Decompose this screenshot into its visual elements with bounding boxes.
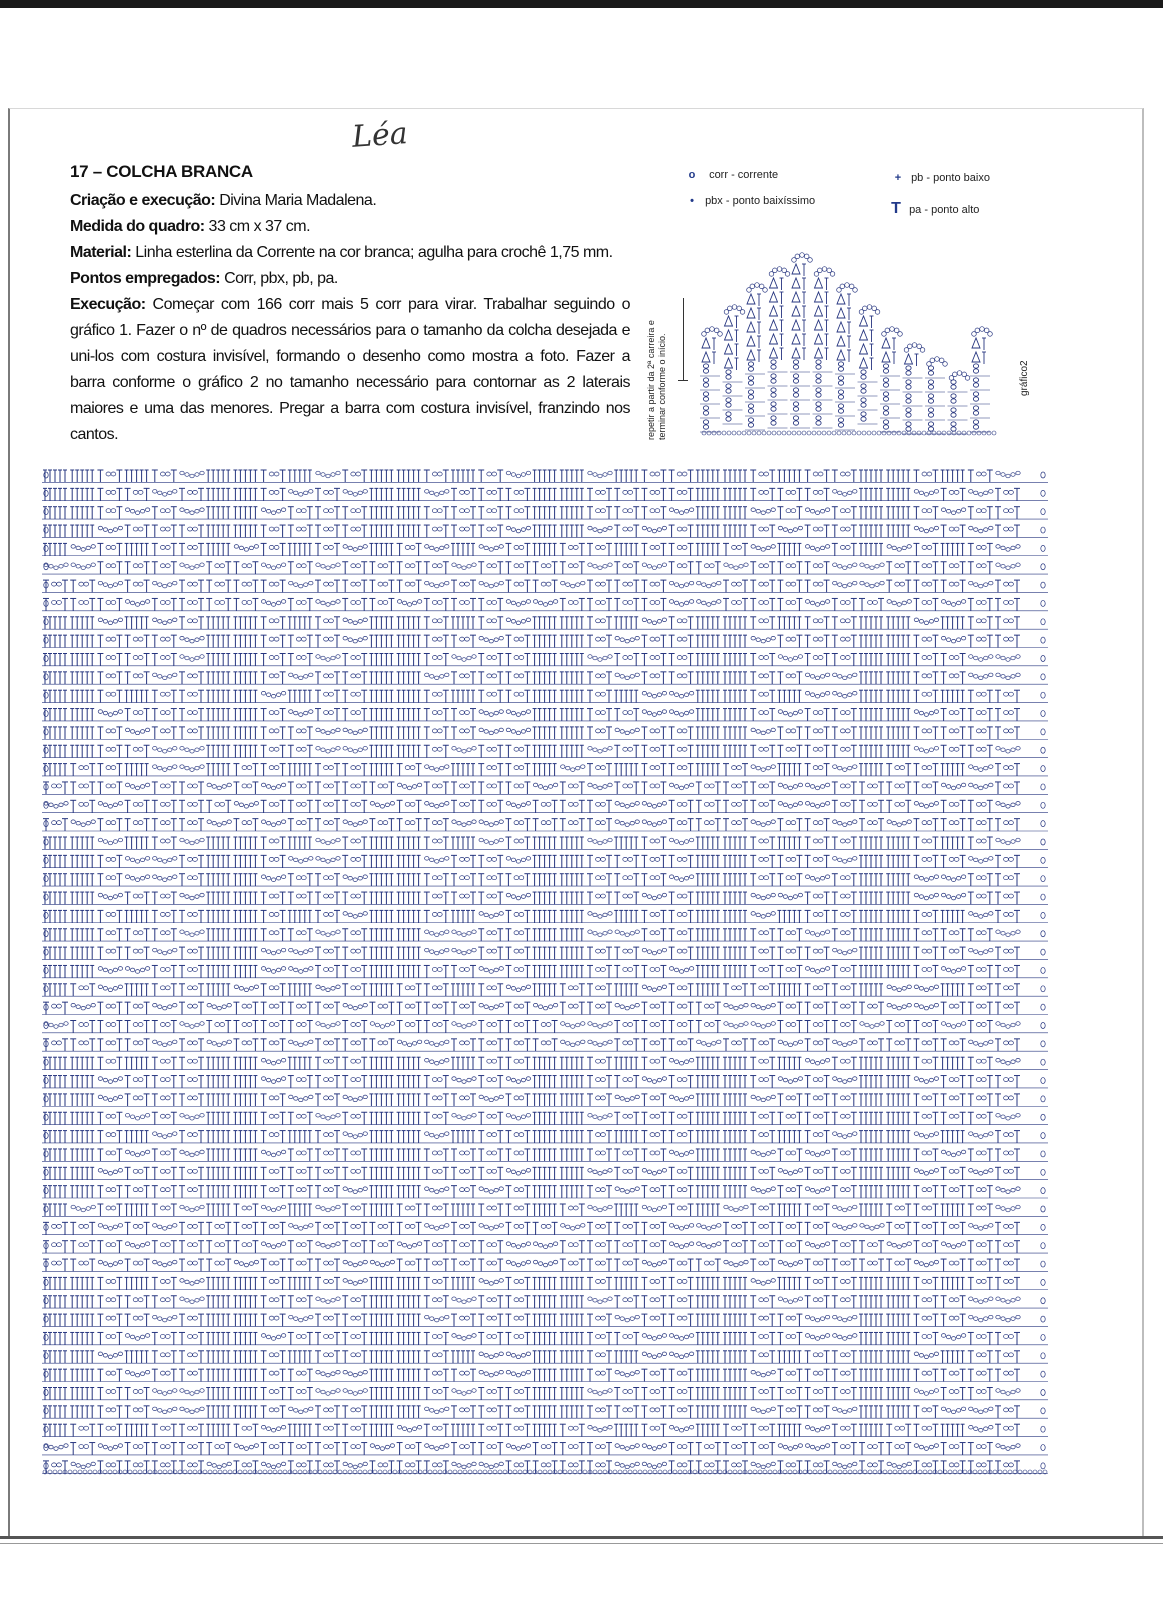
single-crochet-icon: + — [894, 172, 902, 184]
legend-item-pb: + pb - ponto baixo — [892, 172, 990, 184]
legend-item-pa: T pa - ponto alto — [891, 200, 980, 217]
field-stitches: Pontos empregados: Corr, pbx, pb, pa. — [70, 270, 338, 287]
crochet-chart-1-grid — [42, 466, 1048, 1476]
field-creator: Criação e execução: Divina Maria Madalena. — [70, 192, 377, 209]
bottom-border — [0, 1536, 1163, 1539]
field-execution: Execução: Começar com 166 corr mais 5 corr para virar. Trabalhar seguindo o gráfico 1. Fazer o nº de quadros necessários para o tamanho da colcha desejada e uni-los com costura invisível, formando o desenho como mostra a foto. Fazer a barra conforme o gráfico 2 no tamanho necessário para contornar as 2 laterais maiores e uma das menores. Pregar a barra com costura invisível, franzindo nos cantos. — [70, 296, 630, 443]
instructions-block — [70, 188, 630, 448]
repeat-bracket-tick — [678, 380, 688, 381]
top-border — [0, 0, 1163, 8]
chain-stitch-icon: o — [688, 169, 696, 181]
pattern-title: 17 – COLCHA BRANCA — [70, 162, 253, 181]
field-material: Material: Linha esterlina da Corrente na cor branca; agulha para crochê 1,75 mm. — [70, 244, 613, 261]
handwritten-signature: Léa — [350, 116, 409, 155]
repeat-bracket — [683, 298, 684, 380]
legend-item-pbx: • pbx - ponto baixíssimo — [686, 195, 815, 207]
bottom-border-secondary — [0, 1543, 1163, 1544]
repeat-note: repetir a partir da 2ª carreira e terminar conforme o início. — [646, 320, 667, 440]
crochet-chart-2-edging — [700, 228, 1000, 440]
legend-item-corr: o corr - corrente — [686, 169, 778, 181]
slip-stitch-icon: • — [690, 195, 694, 207]
field-size: Medida do quadro: 33 cm x 37 cm. — [70, 218, 311, 235]
chart-2-label: gráfico2 — [1019, 360, 1030, 396]
double-crochet-icon: T — [891, 200, 901, 217]
